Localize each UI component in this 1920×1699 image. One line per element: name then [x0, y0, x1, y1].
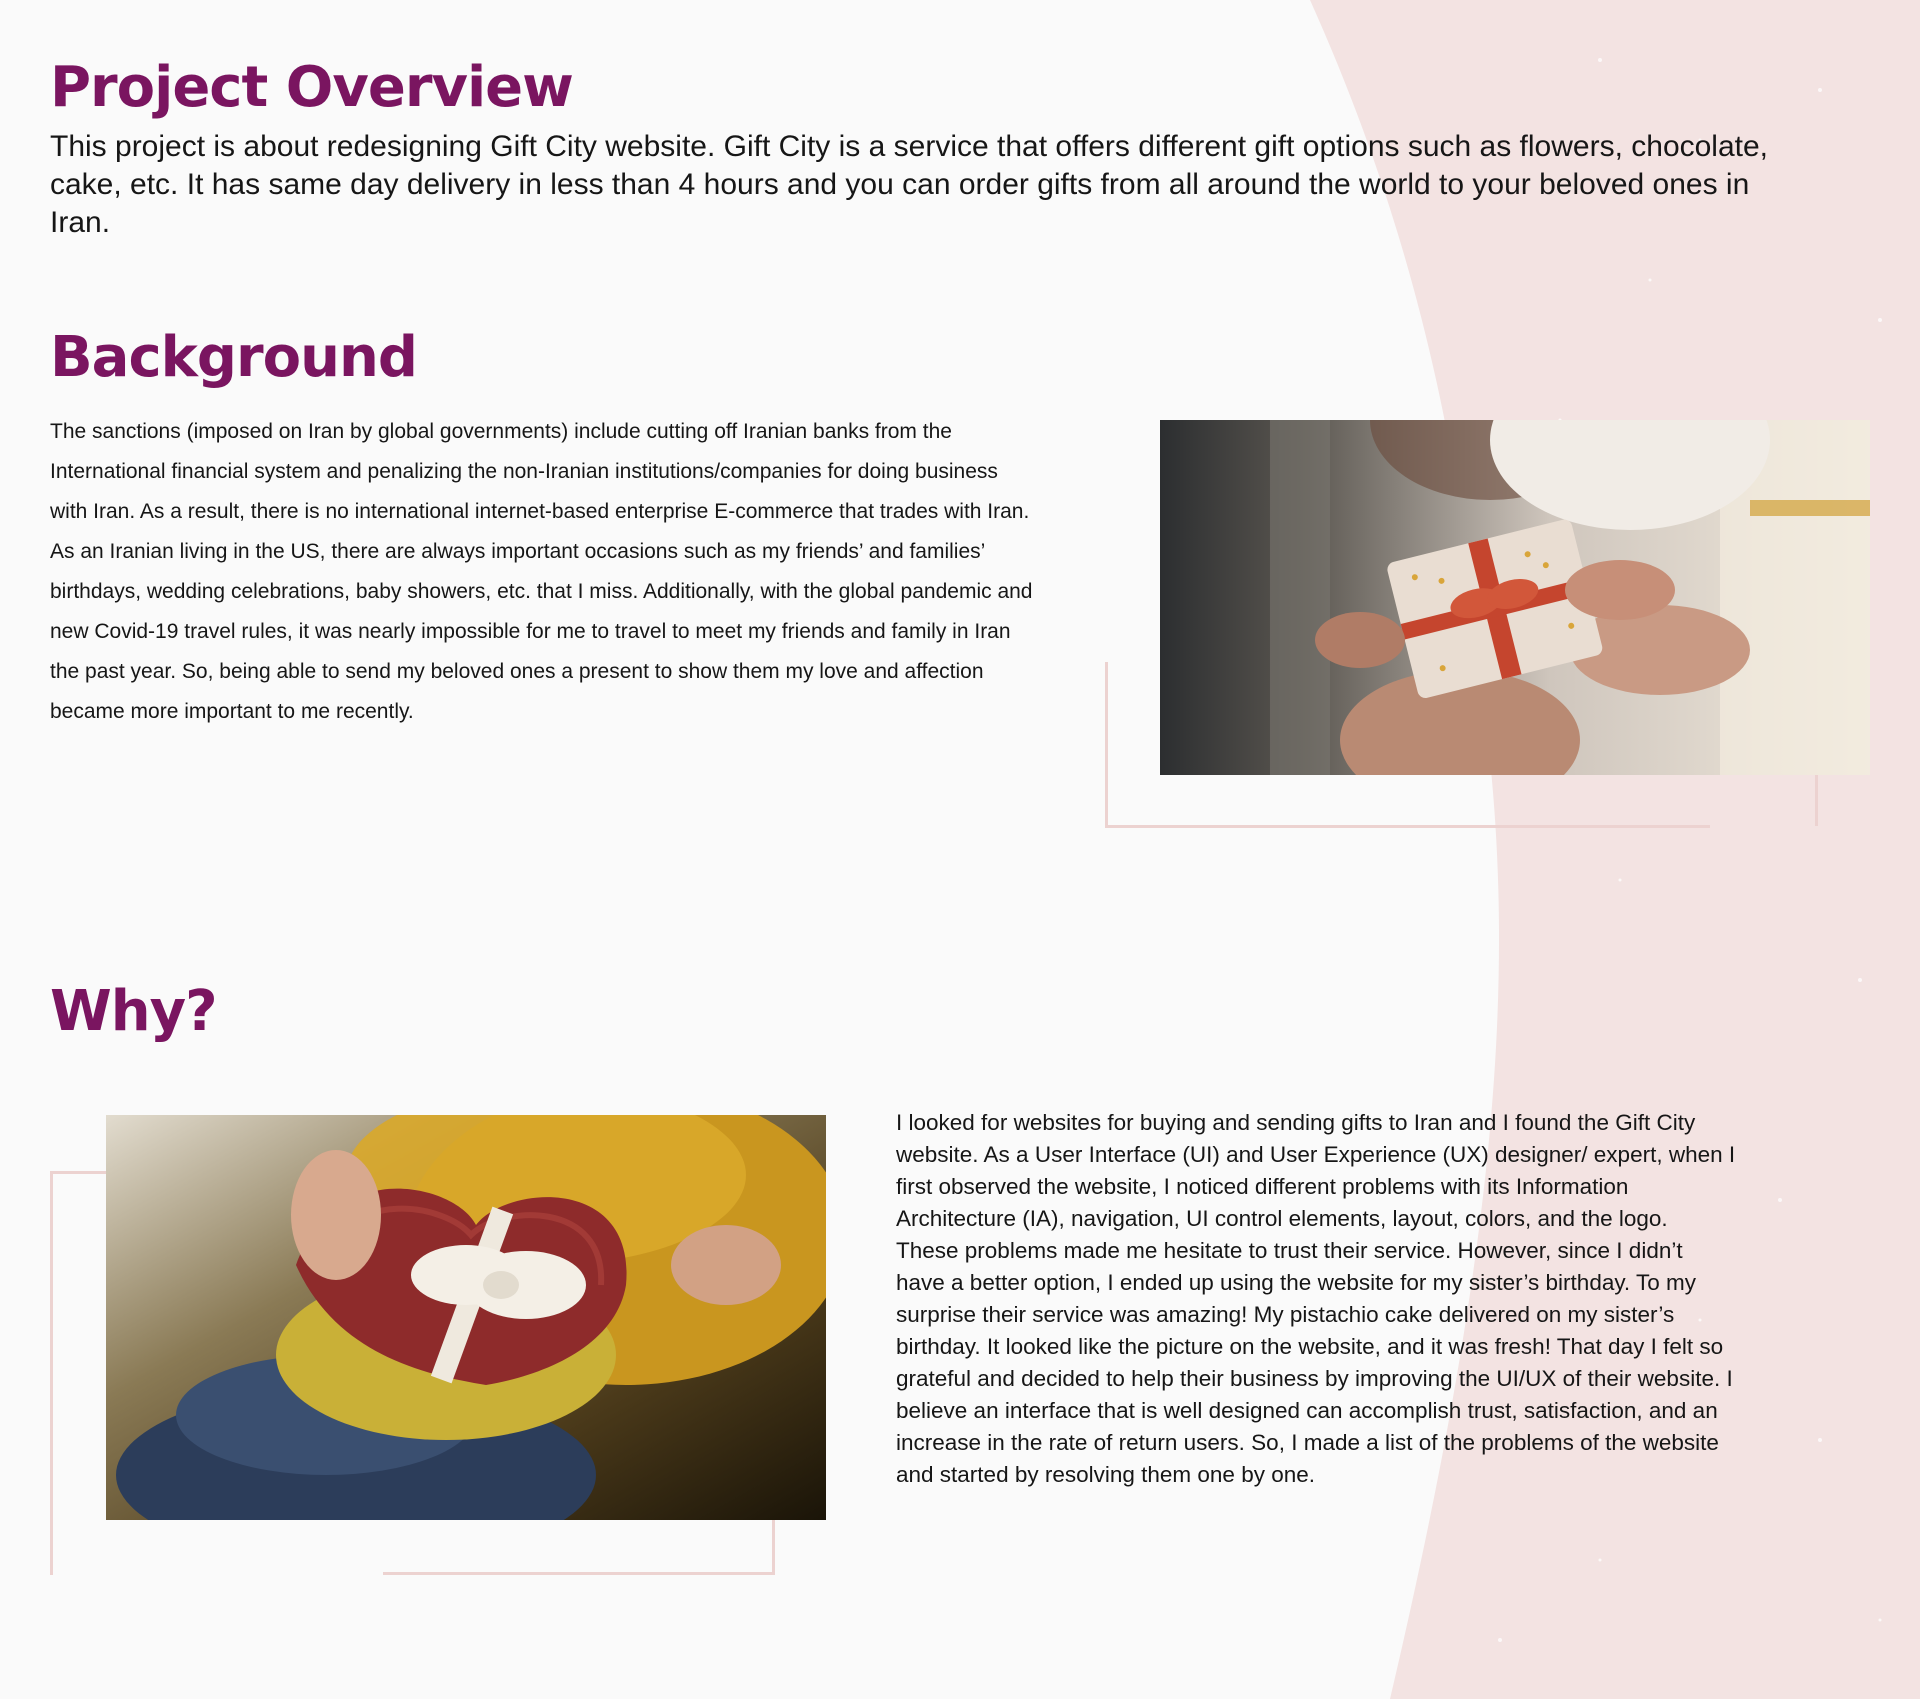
gift-handover-photo: [1160, 420, 1870, 775]
project-overview-text: This project is about redesigning Gift City website. Gift City is a service that offers different gift options such as flowers, chocolate, cake, etc. It has same day delivery in less than 4 hours and you can order gifts from all around the world to your beloved ones in Iran.: [50, 130, 1769, 239]
heart-gift-box-photo: [106, 1115, 826, 1520]
why-text: I looked for websites for buying and sending gifts to Iran and I found the Gift City website. As a User Interface (UI) and User Experience (UX) designer/ expert, when I first observed the website, I noticed different problems with its Information Architecture (IA), navigation, UI control elements, layout, colors, and the logo. These problems made me hesitate to trust their service. However, since I didn’t have a better option, I ended up using the website for my sister’s birthday. To my surprise their service was amazing! My pistachio cake delivered on my sister’s birthday. It looked like the picture on the website, and it was fresh! That day I felt so grateful and decided to help their business by improving the UI/UX of their website. I believe an interface that is well designed can accomplish trust, satisfaction, and an increase in the rate of return users. So, I made a list of the problems of the website and started by resolving them one by one.: [896, 1110, 1736, 1487]
frame-line: [1105, 662, 1108, 828]
why-heading: Why?: [50, 979, 217, 1044]
project-overview-heading: Project Overview: [50, 55, 573, 120]
background-text: The sanctions (imposed on Iran by global governments) include cutting off Iranian banks from the International financial system and penalizing the non-Iranian institutions/companies for doing business with Iran. As a result, there is no international internet-based enterprise E-commerce that trades with Iran. As an Iranian living in the US, there are always important occasions such as my friends’ and families’ birthdays, wedding celebrations, baby showers, etc. that I miss. Additionally, with the global pandemic and new Covid-19 travel rules, it was nearly impossible for me to travel to meet my friends and family in Iran the past year. So, being able to send my beloved ones a present to show them my love and affection became more important to me recently.: [50, 420, 1033, 723]
frame-line: [1105, 825, 1710, 828]
frame-line: [383, 1572, 775, 1575]
background-heading: Background: [50, 325, 417, 390]
frame-line: [50, 1171, 53, 1575]
